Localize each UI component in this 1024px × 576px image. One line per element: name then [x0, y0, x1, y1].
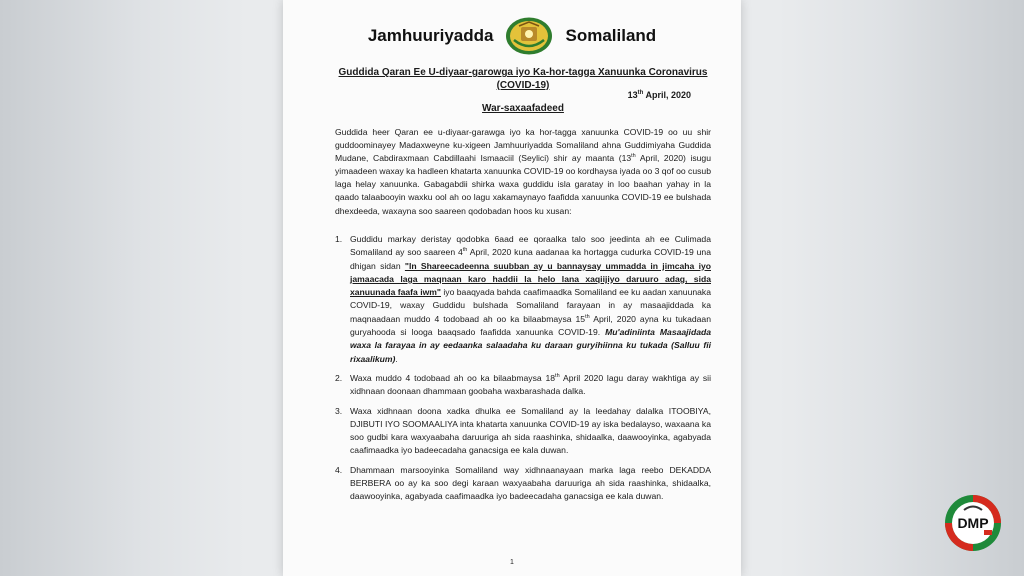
list-item-quote: "In Shareecadeenna suubban ay u bannaysay ummadda in jimcaha iyo jamaacada laga maqnaan karo haddii la helo lana xaqiijiyo daruuro adag, sida xanuunada faafa iwm" [350, 260, 711, 298]
numbered-list [335, 233, 711, 510]
document-title: Guddida Qaran Ee U-diyaar-garowga iyo Ka-hor-tagga Xanuunka Coronavirus (COVID-19) [338, 67, 708, 91]
letterhead-left-word: Jamhuuriyadda [367, 26, 494, 45]
intro-text-b: April, 2020) isugu yimaadeen waxay ka hadleen khatarta xanuunka COVID-19 oo kordhaysa iyada oo 3 qof oo cusub laga helay xanuunka. Gabagabdii shirka waxa guddidu isla garatay in loo baahan yahay in la qaado talaabooyin waxku ool ah oo lagu xakamaynayo faafidda xanuunka COVID-19 ee bulshada dhexdeeda, waxayna soo saareen qodobadan hoos ku xusan: [335, 153, 711, 216]
list-item [335, 372, 711, 399]
list-item-text: April, 2020 kuna aadanaa ka hortagga cudurka COVID-19 una dhigan sidan [350, 247, 711, 271]
list-item-text: April 2020 lagu daray wakhtiga ay sii xidhnaan doonaan dhammaan goobaha waxbarashada dalka. [350, 372, 712, 397]
list-item [335, 233, 711, 366]
dmp-watermark-logo [944, 494, 1002, 552]
dmp-watermark-text: DMP [957, 515, 989, 531]
intro-paragraph [335, 126, 711, 218]
list-item-text: iyo baaqyada bahda caafimaadka Somaliland ee ku aadan xanuunaka COVID-19, waxay Guddidu bulshada Somaliland farayaan in ay masaajiddada ka maqnaadaan muddo 4 todobaad ah oo ka bilaabmaysa 15 [350, 287, 711, 324]
list-item-text: Dhammaan marsooyinka Somaliland way xidhnaanayaan marka laga reebo DEKADDA BERBERA oo ay ka soo degi karaan waxyaabaha daruuriga ah sida raashinka, shidaalka, daawooyinka, agabyada caafimaadka iyo badeecadaha ganacsiga ee kala duwan. [350, 464, 711, 502]
list-item-text: Waxa muddo 4 todobaad ah oo ka bilaabmaysa 18 [350, 372, 556, 383]
somaliland-coat-of-arms-icon [505, 16, 553, 56]
list-item [335, 464, 711, 504]
date-rest: April, 2020 [643, 90, 691, 100]
letterhead-right-word: Somaliland [565, 26, 657, 45]
page-number: 1 [510, 559, 514, 566]
list-item-text: Waxa xidhnaan doona xadka dhulka ee Somaliland ay la leedahay dalalka ITOOBIYA, DJIBUTI IYO SOOMAALIYA inta khatarta xanuunka COVID-19 ay iska bedalayso, waxaana ka soo gudbi kara waxyaabaha daruuriga ah sida raashinka, shidaalka, daawooyinka, agabyada caafimaadka iyo badeecadaha ganacsiga ee kala duwan. [350, 405, 711, 456]
document-page [283, 0, 741, 576]
list-item-sup: th [462, 247, 468, 254]
intro-sup: th [631, 153, 636, 160]
document-date [628, 90, 691, 100]
letterhead [283, 14, 741, 58]
date-suffix: th [637, 90, 644, 96]
list-item-number: 4. [335, 464, 343, 475]
list-item-sup: th [555, 373, 560, 380]
list-item-number: 3. [335, 405, 343, 416]
list-item-number: 1. [335, 234, 343, 244]
list-item-sup: th [585, 313, 590, 320]
intro-text-a: Guddida heer Qaran ee u-diyaar-garawga iyo ka hor-tagga xanuunka COVID-19 oo uu shir guddoominayey Madaxweyne ku-xigeen Jamhuuriyadda Somaliland ahna Guddimiyaha Guddida Mudane, Cabdiraxmaan Cabdillaahi Ismaaciil (Seylici) shir ay maanta (13 [335, 127, 711, 164]
list-item-emphasis: Mu'adiniinta Masaajidada waxa la farayaa in ay eedaanka salaadaha ku daraan guryihiinna ku tukada (Salluu fii rixaalikum) [350, 327, 711, 364]
list-item-number: 2. [335, 372, 343, 383]
list-item-text: . [395, 353, 398, 364]
list-item-text: Guddidu markay deristay qodobka 6aad ee qoraalka talo soo jeedinta ah ee Culimada Somaliland ay soo saareen 4 [350, 234, 711, 258]
date-day: 13 [627, 90, 638, 100]
list-item [335, 405, 711, 458]
document-subtitle: War-saxaafadeed [482, 103, 564, 114]
list-item-text: April, 2020 ayna ku tukadaan guryahooda si looga baaqsado faafidda xanuunka COVID-19. [350, 313, 711, 338]
